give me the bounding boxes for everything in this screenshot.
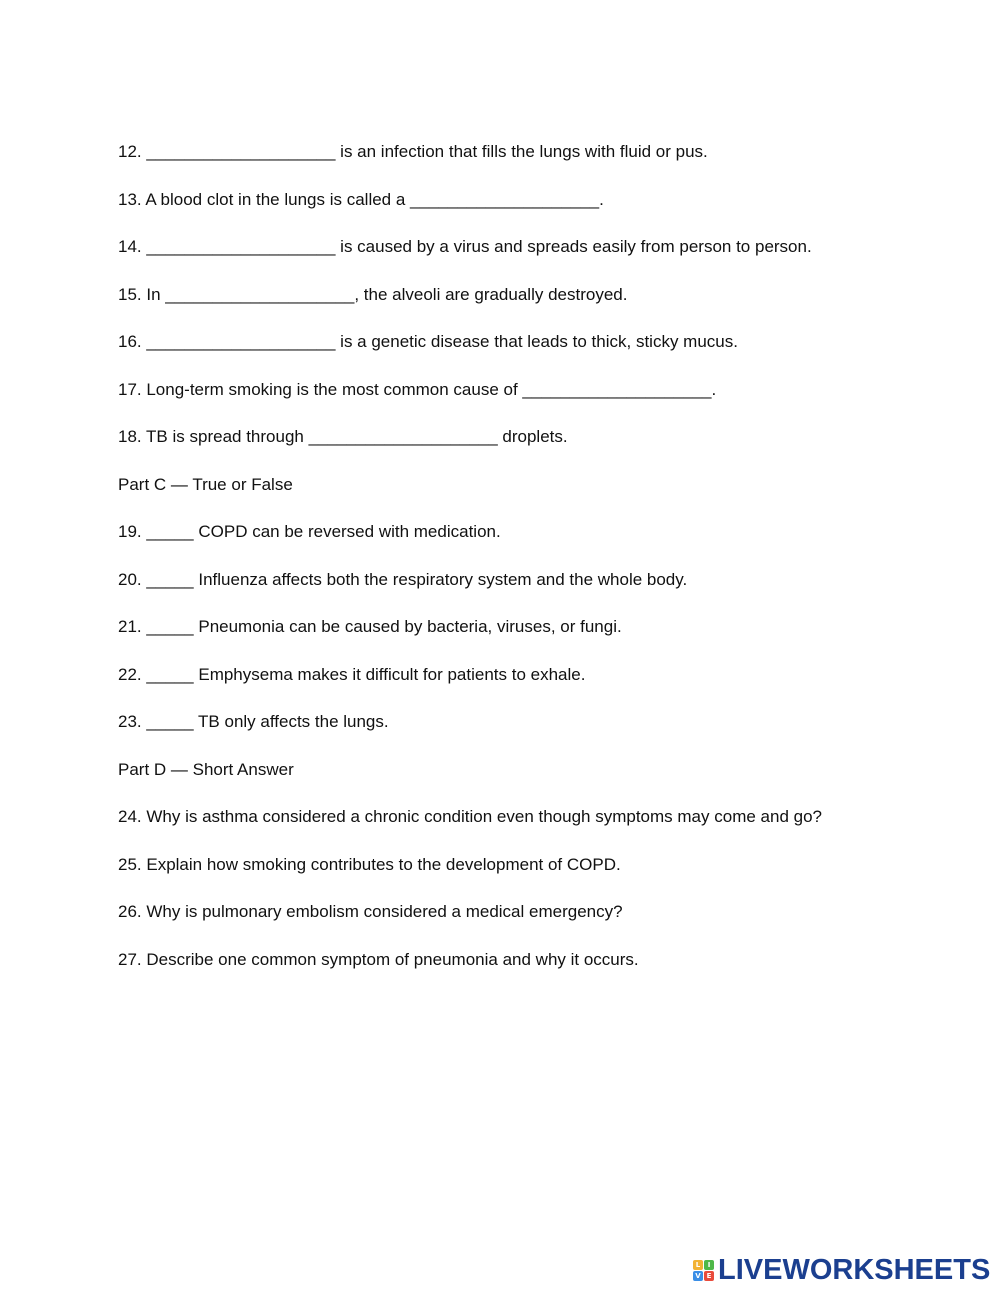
question-21: 21. _____ Pneumonia can be caused by bacteria, viruses, or fungi. [118, 617, 622, 636]
question-25: 25. Explain how smoking contributes to the development of COPD. [118, 854, 621, 874]
worksheet-content [118, 141, 918, 996]
question-22: 22. _____ Emphysema makes it difficult for patients to exhale. [118, 664, 586, 684]
logo-mark-l: L [693, 1260, 703, 1270]
question-14: 14. ____________________ is caused by a virus and spreads easily from person to person. [118, 237, 812, 256]
section-heading-part-d: Part D — Short Answer [118, 759, 294, 779]
liveworksheets-logo [693, 1255, 990, 1285]
question-17: 17. Long-term smoking is the most common cause of ____________________. [118, 379, 717, 399]
logo-mark-icon [693, 1260, 714, 1281]
logo-mark-v: V [693, 1271, 703, 1281]
question-13: 13. A blood clot in the lungs is called a ____________________. [118, 189, 604, 209]
question-19: 19. _____ COPD can be reversed with medication. [118, 522, 501, 541]
question-24: 24. Why is asthma considered a chronic condition even though symptoms may come and go? [118, 807, 822, 826]
question-16: 16. ____________________ is a genetic disease that leads to thick, sticky mucus. [118, 332, 738, 351]
logo-wordmark: LIVEWORKSHEETS [718, 1253, 991, 1286]
question-23: 23. _____ TB only affects the lungs. [118, 712, 389, 731]
question-12: 12. ____________________ is an infection that fills the lungs with fluid or pus. [118, 142, 708, 161]
question-26: 26. Why is pulmonary embolism considered a medical emergency? [118, 902, 623, 921]
question-18: 18. TB is spread through ____________________ droplets. [118, 427, 568, 446]
logo-mark-i: I [704, 1260, 714, 1270]
question-27: 27. Describe one common symptom of pneumonia and why it occurs. [118, 949, 639, 969]
question-20: 20. _____ Influenza affects both the respiratory system and the whole body. [118, 569, 688, 589]
logo-mark-e: E [704, 1271, 714, 1281]
question-15: 15. In ____________________, the alveoli are gradually destroyed. [118, 284, 628, 304]
section-heading-part-c: Part C — True or False [118, 474, 293, 494]
